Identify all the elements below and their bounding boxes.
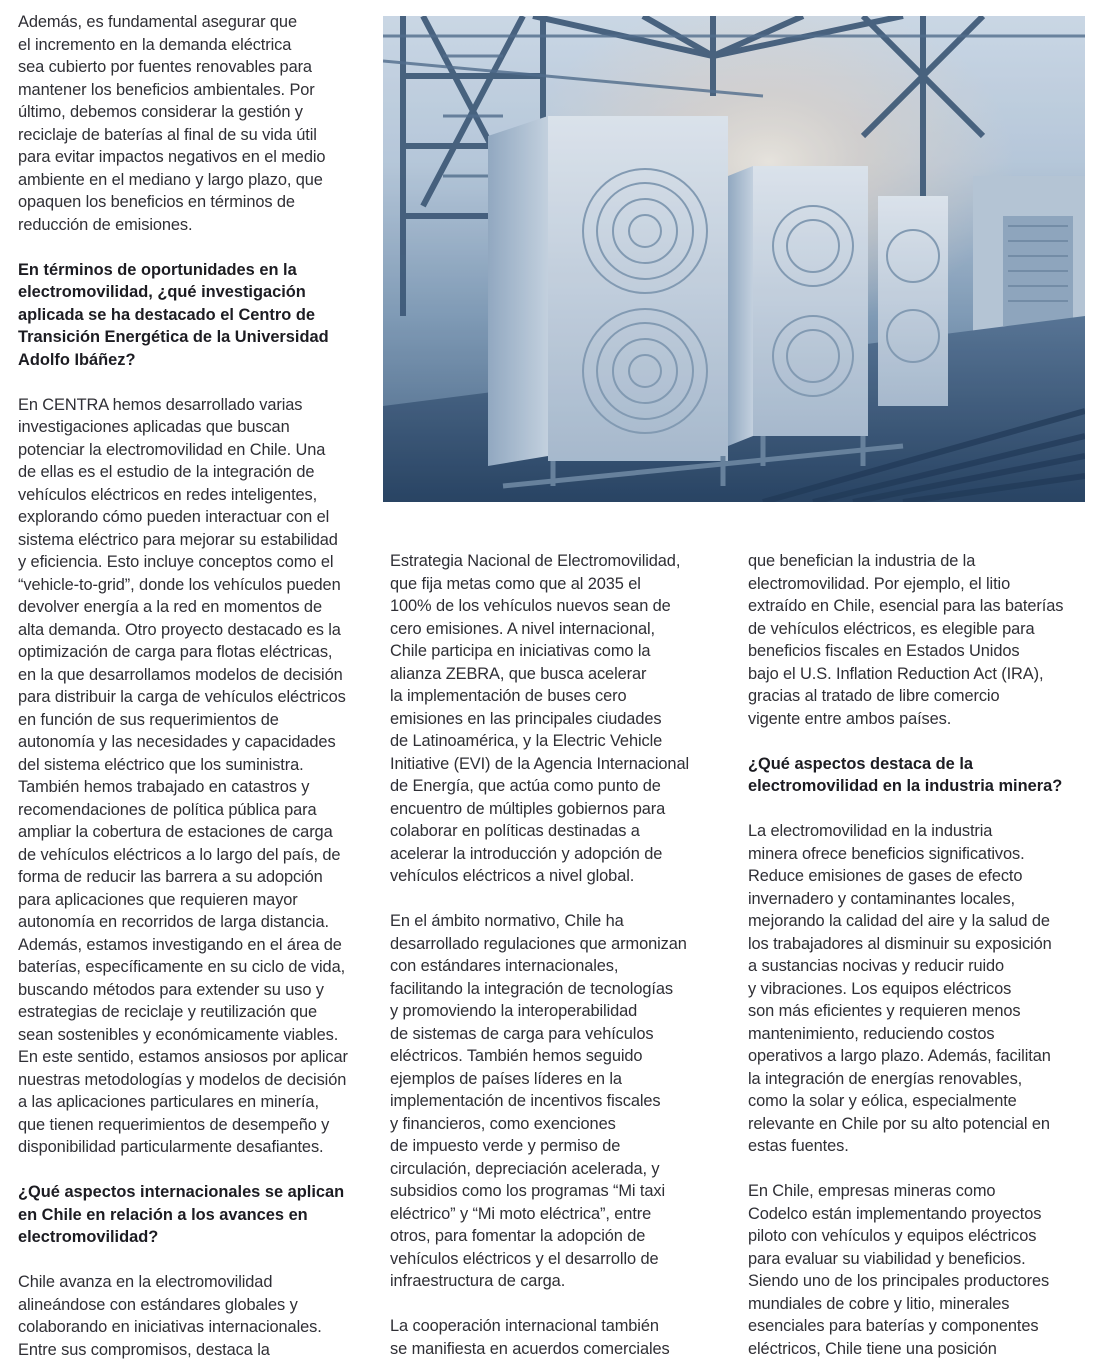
paragraph-mining-benefits: La electromovilidad en la industria minera ofrece beneficios significativos. Reduce emisiones de gases de efecto invernadero y contaminantes locales, mejorando la calidad del aire y la salud de los trabajadores al disminuir su exposición a sustancias nocivas y reducir ruido y vibraciones. Los equipos eléctricos son más eficientes y requieren menos mantenimiento, reduciendo costos operativos a largo plazo. Además, facilitan la integración de energías renovables, como la solar y eólica, especialmente relevante en Chile por su alto potencial en estas fuentes. xyxy=(748,822,1052,1155)
rooftop-hvac-photo xyxy=(383,16,1085,502)
paragraph-chile-standards: Chile avanza en la electromovilidad alineándose con estándares globales y colaborando en iniciativas internacionales. Entre sus compromisos, destaca la xyxy=(18,1273,322,1359)
paragraph-cooperation: La cooperación internacional también se manifiesta en acuerdos comerciales xyxy=(390,1317,670,1358)
question-heading-research: En términos de oportunidades en la electromovilidad, ¿qué investigación aplicada se ha destacado el Centro de Transición Energética de la Universidad Adolfo Ibáñez? xyxy=(18,260,329,369)
article-column-middle xyxy=(390,550,722,1360)
question-heading-mining: ¿Qué aspectos destaca de la electromovilidad en la industria minera? xyxy=(748,754,1063,795)
paragraph-national-strategy: Estrategia Nacional de Electromovilidad, que fija metas como que al 2035 el 100% de los vehículos nuevos sean de cero emisiones. A nivel internacional, Chile participa en iniciativas como la alianza ZEBRA, que busca acelerar la implementación de buses cero emisiones en las principales ciudades de Latinoamérica, y la Electric Vehicle Initiative (EVI) de la Agencia Internacional de Energía, que actúa como punto de encuentro de múltiples gobiernos para colaborar en políticas destinadas a acelerar la introducción y adopción de vehículos eléctricos a nivel global. xyxy=(390,552,690,885)
paragraph-environment: Además, es fundamental asegurar que el incremento en la demanda eléctrica sea cubierto por fuentes renovables para mantener los beneficios ambientales. Por último, debemos considerar la gestión y reciclaje de baterías al final de su vida útil para evitar impactos negativos en el medio ambiente en el mediano y largo plazo, que opaquen los beneficios en términos de reducción de emisiones. xyxy=(18,13,326,234)
article-column-left xyxy=(18,11,370,1361)
paragraph-lithium-ira: que benefician la industria de la electromovilidad. Por ejemplo, el litio extraído en Chile, esencial para las baterías de vehículos eléctricos, es elegible para beneficios fiscales en Estados Unidos bajo el U.S. Inflation Reduction Act (IRA), gracias al tratado de libre comercio vigente entre ambos países. xyxy=(748,552,1064,728)
paragraph-codelco: En Chile, empresas mineras como Codelco están implementando proyectos piloto con vehículos y equipos eléctricos para evaluar su viabilidad y beneficios. Siendo uno de los principales productores mundiales de cobre y litio, minerales esenciales para baterías y componentes eléctricos, Chile tiene una posición xyxy=(748,1182,1050,1358)
question-heading-international: ¿Qué aspectos internacionales se aplican en Chile en relación a los avances en electromovilidad? xyxy=(18,1183,345,1246)
paragraph-centra-research: En CENTRA hemos desarrollado varias investigaciones aplicadas que buscan potenciar la electromovilidad en Chile. Una de ellas es el estudio de la integración de vehículos eléctricos en redes inteligentes, explorando cómo pueden interactuar con el sistema eléctrico para mejorar su estabilidad y eficiencia. Esto incluye conceptos como el “vehicle-to-grid”, donde los vehículos pueden devolver energía a la red en momentos de alta demanda. Otro proyecto destacado es la optimización de carga para flotas eléctricas, en la que desarrollamos modelos de decisión para distribuir la carga de vehículos eléctricos en función de sus requerimientos de autonomía y las necesidades y capacidades del sistema eléctrico que los suministra. También hemos trabajado en catastros y recomendaciones de política pública para ampliar la cobertura de estaciones de carga de vehículos eléctricos a lo largo del país, de forma de reducir las barrera a su adopción para aplicaciones que requieren mayor autonomía en recorridos de larga distancia. Además, estamos investigando en el área de baterías, específicamente en su ciclo de vida, buscando métodos para extender su uso y estrategias de reciclaje y reutilización que sean sostenibles y económicamente viables. En este sentido, estamos ansiosos por aplicar nuestras metodologías y modelos de decisión a las aplicaciones particulares en minería, que tienen requerimientos de desempeño y disponibilidad particularmente desafiantes. xyxy=(18,395,348,1156)
paragraph-regulation: En el ámbito normativo, Chile ha desarrollado regulaciones que armonizan con estándares internacionales, facilitando la integración de tecnologías y promoviendo la interoperabilidad de sistemas de carga para vehículos eléctricos. También hemos seguido ejemplos de países líderes en la implementación de incentivos fiscales y financieros, como exenciones de impuesto verde y permiso de circulación, depreciación acelerada, y subsidios como los programas “Mi taxi eléctrico” y “Mi moto eléctrica”, entre otros, para fomentar la adopción de vehículos eléctricos y el desarrollo de infraestructura de carga. xyxy=(390,912,687,1290)
article-column-right xyxy=(748,550,1088,1360)
hvac-units-illustration xyxy=(383,16,1085,502)
